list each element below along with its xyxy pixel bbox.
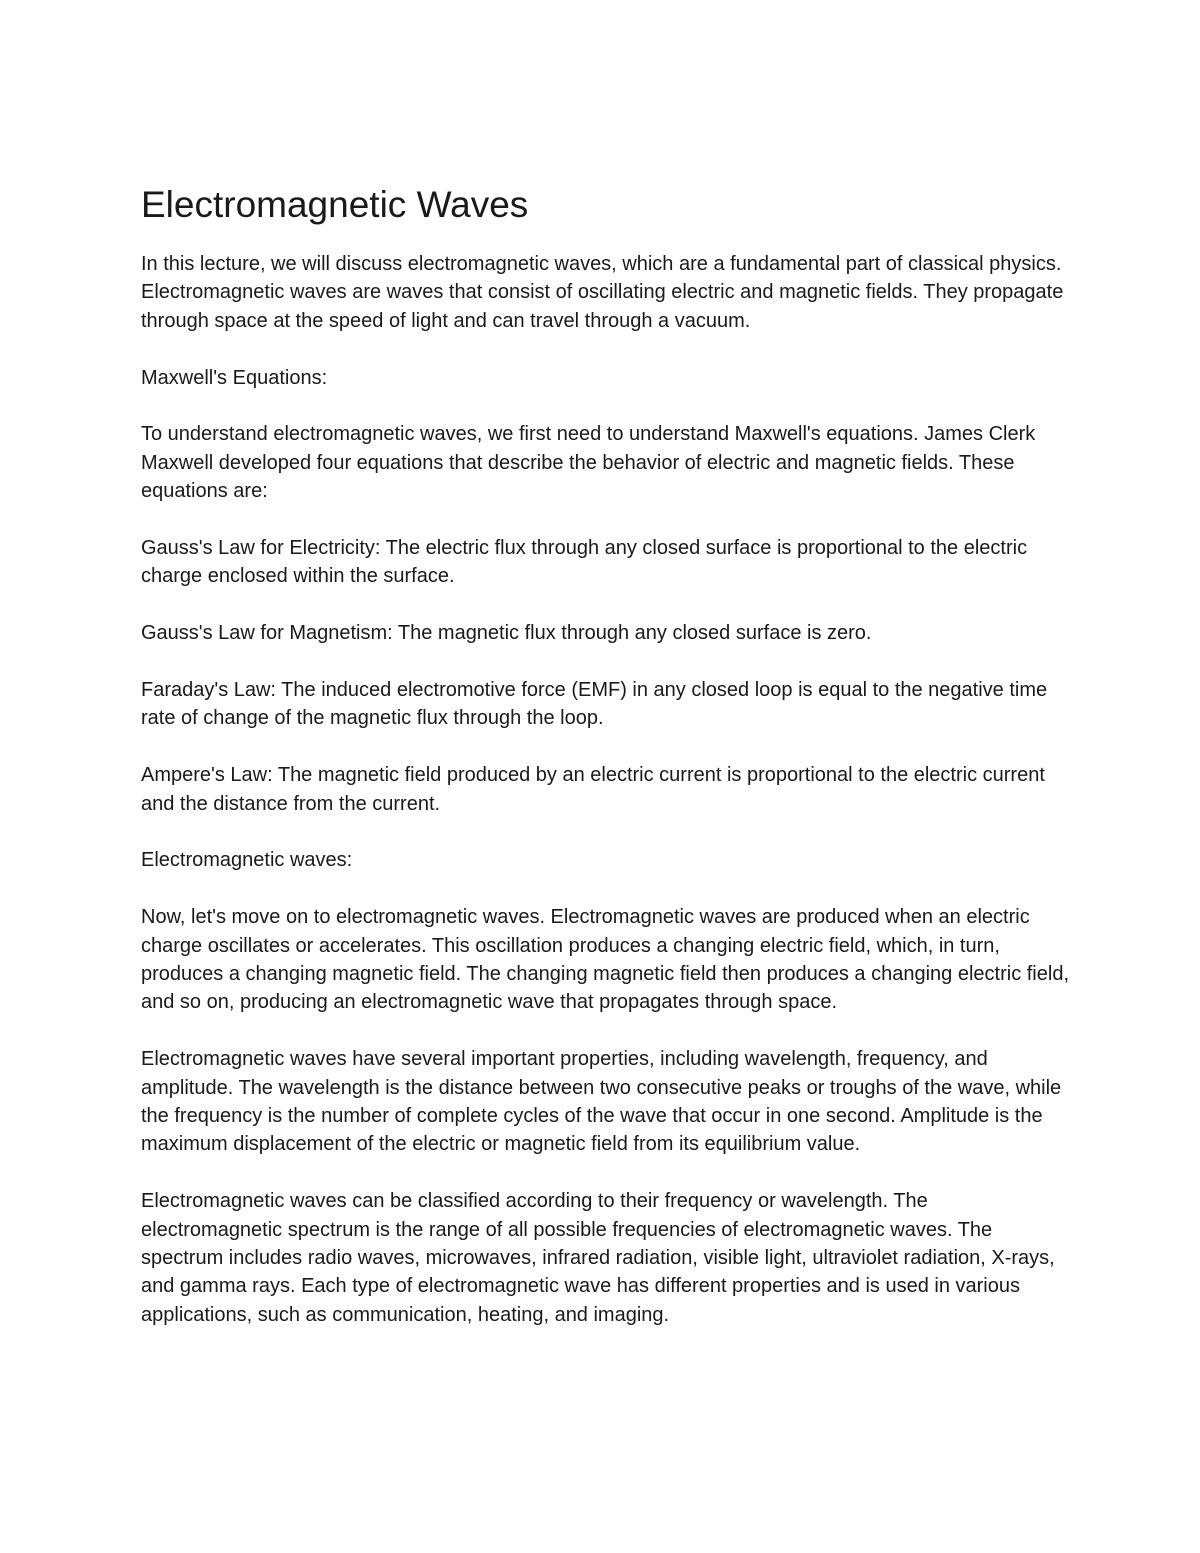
paragraph-ampere: Ampere's Law: The magnetic field produced by an electric current is proportional to the electric current and the distance from the current.: [141, 764, 1045, 815]
paragraph-em-spectrum: Electromagnetic waves can be classified according to their frequency or wavelength. The electromagnetic spectrum is the range of all possible frequencies of electromagnetic waves. The spectrum includes radio waves, microwaves, infrared radiation, visible light, ultraviolet radiation, X-rays, and gamma rays. Each type of electromagnetic wave has different properties and is used in various applications, such as communication, heating, and imaging.: [141, 1190, 1055, 1326]
section-heading-em-waves: Electromagnetic waves:: [141, 849, 353, 872]
paragraph-maxwell-intro: To understand electromagnetic waves, we first need to understand Maxwell's equations. James Clerk Maxwell developed four equations that describe the behavior of electric and magnetic fields. These equations are:: [141, 423, 1036, 503]
paragraph-faraday: Faraday's Law: The induced electromotive force (EMF) in any closed loop is equal to the negative time rate of change of the magnetic flux through the loop.: [141, 679, 1048, 730]
paragraph-em-properties: Electromagnetic waves have several important properties, including wavelength, frequency, and amplitude. The wavelength is the distance between two consecutive peaks or troughs of the wave, while the frequency is the number of complete cycles of the wave that occur in one second. Amplitude is the maximum displacement of the electric or magnetic field from its equilibrium value.: [141, 1048, 1062, 1156]
paragraph-intro: In this lecture, we will discuss electromagnetic waves, which are a fundamental part of classical physics. Electromagnetic waves are waves that consist of oscillating electric and magnetic fields. They propagate through space at the speed of light and can travel through a vacuum.: [141, 253, 1064, 332]
paragraph-gauss-magnetism: Gauss's Law for Magnetism: The magnetic flux through any closed surface is zero.: [141, 622, 872, 645]
paragraph-gauss-electricity: Gauss's Law for Electricity: The electric flux through any closed surface is proportional to the electric charge enclosed within the surface.: [141, 537, 1028, 588]
document-title: Electromagnetic Waves: [141, 184, 529, 225]
paragraph-em-production: Now, let's move on to electromagnetic waves. Electromagnetic waves are produced when an electric charge oscillates or accelerates. This oscillation produces a changing electric field, which, in turn, produces a changing magnetic field. The changing magnetic field then produces a changing electric field, and so on, producing an electromagnetic wave that propagates through space.: [141, 906, 1069, 1014]
document-body: [141, 180, 1071, 1358]
section-heading-maxwell: Maxwell's Equations:: [141, 366, 328, 389]
